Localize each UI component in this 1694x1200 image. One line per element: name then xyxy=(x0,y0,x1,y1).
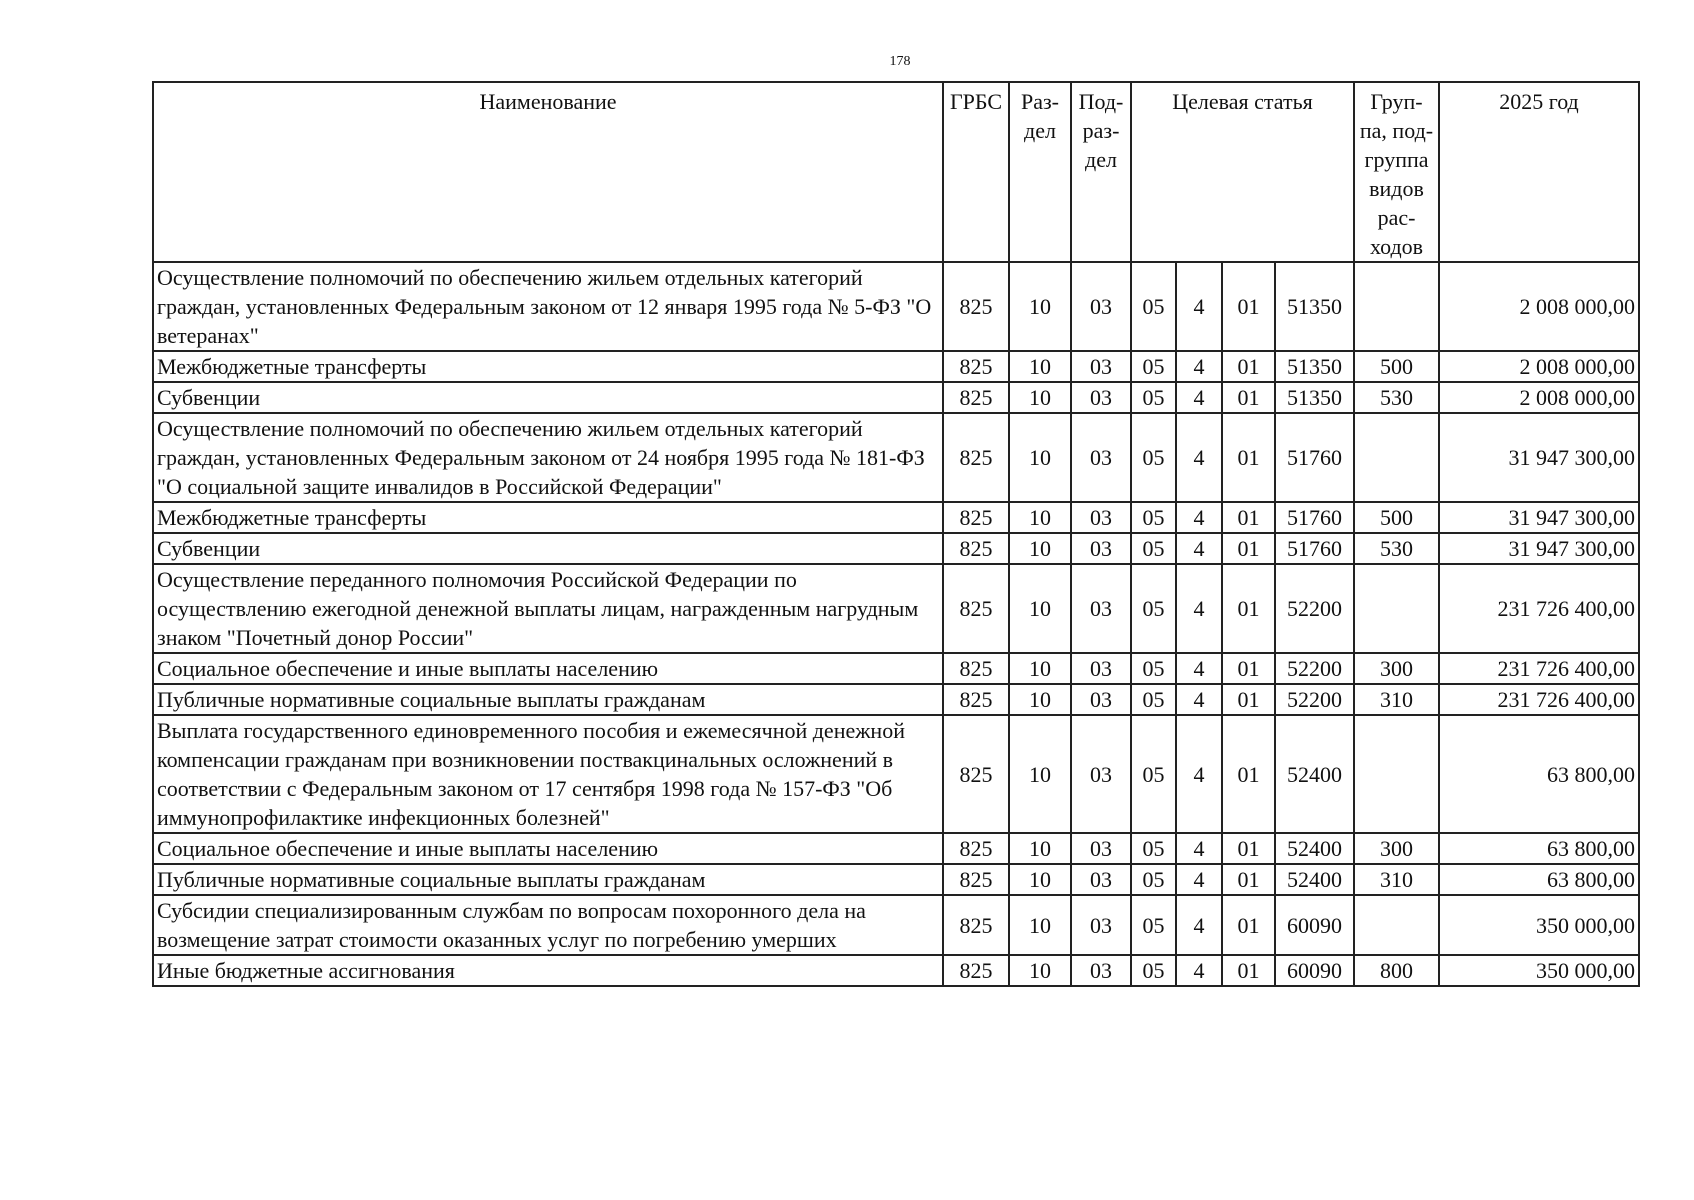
table-cell-podrazdel: 03 xyxy=(1071,715,1131,833)
table-cell-target-program: 05 xyxy=(1131,833,1176,864)
table-cell-target-subprogram: 01 xyxy=(1222,413,1275,502)
page-number: 178 xyxy=(889,54,911,69)
table-cell-amount: 2 008 000,00 xyxy=(1439,382,1639,413)
table-cell-podrazdel: 03 xyxy=(1071,955,1131,986)
table-cell-name: Публичные нормативные социальные выплаты гражданам xyxy=(153,864,943,895)
table-cell-expense-group: 310 xyxy=(1354,864,1439,895)
table-cell-target-type: 4 xyxy=(1176,533,1222,564)
table-cell-podrazdel: 03 xyxy=(1071,864,1131,895)
header-razdel: Раз- дел xyxy=(1009,82,1071,262)
table-row xyxy=(153,564,1639,653)
table-cell-razdel: 10 xyxy=(1009,564,1071,653)
table-cell-amount: 31 947 300,00 xyxy=(1439,413,1639,502)
table-cell-expense-group xyxy=(1354,413,1439,502)
table-cell-target-direction: 60090 xyxy=(1275,895,1354,955)
header-row xyxy=(153,82,1639,262)
header-name: Наименование xyxy=(153,82,943,262)
table-cell-amount: 31 947 300,00 xyxy=(1439,502,1639,533)
table-cell-name: Социальное обеспечение и иные выплаты населению xyxy=(153,653,943,684)
table-cell-grbs: 825 xyxy=(943,653,1009,684)
table-cell-razdel: 10 xyxy=(1009,684,1071,715)
table-cell-target-program: 05 xyxy=(1131,955,1176,986)
table-cell-target-type: 4 xyxy=(1176,382,1222,413)
table-row xyxy=(153,413,1639,502)
table-cell-name: Межбюджетные трансферты xyxy=(153,502,943,533)
table-cell-expense-group xyxy=(1354,895,1439,955)
table-cell-target-direction: 60090 xyxy=(1275,955,1354,986)
table-cell-target-subprogram: 01 xyxy=(1222,684,1275,715)
table-cell-target-subprogram: 01 xyxy=(1222,564,1275,653)
table-cell-grbs: 825 xyxy=(943,955,1009,986)
table-cell-target-direction: 51350 xyxy=(1275,351,1354,382)
table-cell-target-program: 05 xyxy=(1131,653,1176,684)
table-cell-razdel: 10 xyxy=(1009,533,1071,564)
table-cell-target-subprogram: 01 xyxy=(1222,502,1275,533)
header-expense-group: Груп- па, под- группа видов рас- ходов xyxy=(1354,82,1439,262)
table-cell-razdel: 10 xyxy=(1009,262,1071,351)
table-cell-podrazdel: 03 xyxy=(1071,502,1131,533)
table-cell-podrazdel: 03 xyxy=(1071,351,1131,382)
table-cell-grbs: 825 xyxy=(943,502,1009,533)
table-cell-expense-group: 310 xyxy=(1354,684,1439,715)
table-cell-target-program: 05 xyxy=(1131,715,1176,833)
table-row xyxy=(153,502,1639,533)
table-cell-expense-group: 300 xyxy=(1354,653,1439,684)
table-cell-podrazdel: 03 xyxy=(1071,262,1131,351)
table-cell-target-type: 4 xyxy=(1176,413,1222,502)
table-cell-grbs: 825 xyxy=(943,684,1009,715)
table-cell-name: Социальное обеспечение и иные выплаты населению xyxy=(153,833,943,864)
table-cell-target-program: 05 xyxy=(1131,564,1176,653)
table-cell-grbs: 825 xyxy=(943,413,1009,502)
table-cell-name: Субсидии специализированным службам по вопросам похоронного дела на возмещение затрат стоимости оказанных услуг по погребению умерших xyxy=(153,895,943,955)
table-cell-razdel: 10 xyxy=(1009,351,1071,382)
header-podrazdel: Под- раз- дел xyxy=(1071,82,1131,262)
table-cell-podrazdel: 03 xyxy=(1071,653,1131,684)
table-cell-razdel: 10 xyxy=(1009,382,1071,413)
table-cell-target-subprogram: 01 xyxy=(1222,351,1275,382)
table-row xyxy=(153,955,1639,986)
table-cell-target-direction: 52200 xyxy=(1275,564,1354,653)
table-cell-podrazdel: 03 xyxy=(1071,684,1131,715)
table-cell-grbs: 825 xyxy=(943,564,1009,653)
table-cell-razdel: 10 xyxy=(1009,895,1071,955)
table-cell-name: Осуществление полномочий по обеспечению жильем отдельных категорий граждан, установленных Федеральным законом от 12 января 1995 года № 5-ФЗ "О ветеранах" xyxy=(153,262,943,351)
table-cell-name: Публичные нормативные социальные выплаты гражданам xyxy=(153,684,943,715)
table-cell-target-subprogram: 01 xyxy=(1222,533,1275,564)
table-cell-name: Субвенции xyxy=(153,533,943,564)
table-cell-target-subprogram: 01 xyxy=(1222,653,1275,684)
table-row xyxy=(153,382,1639,413)
header-year: 2025 год xyxy=(1439,82,1639,262)
table-row xyxy=(153,864,1639,895)
table-row xyxy=(153,351,1639,382)
table-row xyxy=(153,653,1639,684)
table-cell-target-type: 4 xyxy=(1176,502,1222,533)
table-cell-target-program: 05 xyxy=(1131,864,1176,895)
table-cell-target-program: 05 xyxy=(1131,533,1176,564)
table-cell-grbs: 825 xyxy=(943,715,1009,833)
table-cell-name: Межбюджетные трансферты xyxy=(153,351,943,382)
table-cell-target-direction: 52400 xyxy=(1275,833,1354,864)
table-cell-expense-group: 530 xyxy=(1354,382,1439,413)
table-cell-name: Осуществление полномочий по обеспечению жильем отдельных категорий граждан, установленных Федеральным законом от 24 ноября 1995 года № 181-ФЗ "О социальной защите инвалидов в Российской Федерации" xyxy=(153,413,943,502)
table-cell-target-subprogram: 01 xyxy=(1222,833,1275,864)
table-cell-target-direction: 51350 xyxy=(1275,262,1354,351)
table-row xyxy=(153,895,1639,955)
table-cell-amount: 63 800,00 xyxy=(1439,833,1639,864)
table-cell-amount: 2 008 000,00 xyxy=(1439,351,1639,382)
table-cell-name: Выплата государственного единовременного пособия и ежемесячной денежной компенсации гражданам при возникновении поствакцинальных осложнений в соответствии с Федеральным законом от 17 сентября 1998 года № 157-ФЗ "Об иммунопрофилактике инфекционных болезней" xyxy=(153,715,943,833)
table-cell-grbs: 825 xyxy=(943,351,1009,382)
table-cell-amount: 63 800,00 xyxy=(1439,864,1639,895)
table-row xyxy=(153,715,1639,833)
table-cell-amount: 63 800,00 xyxy=(1439,715,1639,833)
table-cell-amount: 350 000,00 xyxy=(1439,895,1639,955)
table-cell-target-direction: 51760 xyxy=(1275,413,1354,502)
table-cell-target-type: 4 xyxy=(1176,955,1222,986)
table-cell-target-program: 05 xyxy=(1131,262,1176,351)
table-cell-name: Иные бюджетные ассигнования xyxy=(153,955,943,986)
table-row xyxy=(153,833,1639,864)
table-cell-target-type: 4 xyxy=(1176,715,1222,833)
table-cell-target-direction: 52400 xyxy=(1275,864,1354,895)
table-cell-podrazdel: 03 xyxy=(1071,564,1131,653)
table-cell-expense-group: 800 xyxy=(1354,955,1439,986)
header-target-article: Целевая статья xyxy=(1131,82,1354,262)
table-cell-razdel: 10 xyxy=(1009,715,1071,833)
table-cell-target-subprogram: 01 xyxy=(1222,895,1275,955)
table-cell-target-subprogram: 01 xyxy=(1222,262,1275,351)
table-cell-razdel: 10 xyxy=(1009,502,1071,533)
table-cell-target-type: 4 xyxy=(1176,833,1222,864)
table-cell-razdel: 10 xyxy=(1009,413,1071,502)
table-cell-target-program: 05 xyxy=(1131,684,1176,715)
table-cell-grbs: 825 xyxy=(943,833,1009,864)
table-cell-target-direction: 52200 xyxy=(1275,684,1354,715)
table-cell-target-type: 4 xyxy=(1176,684,1222,715)
header-grbs: ГРБС xyxy=(943,82,1009,262)
table-cell-target-direction: 51760 xyxy=(1275,533,1354,564)
table-row xyxy=(153,684,1639,715)
table-row xyxy=(153,262,1639,351)
table-cell-grbs: 825 xyxy=(943,262,1009,351)
table-cell-target-direction: 51760 xyxy=(1275,502,1354,533)
table-cell-podrazdel: 03 xyxy=(1071,533,1131,564)
table-cell-expense-group xyxy=(1354,715,1439,833)
table-cell-target-program: 05 xyxy=(1131,351,1176,382)
table-cell-target-type: 4 xyxy=(1176,653,1222,684)
table-cell-grbs: 825 xyxy=(943,895,1009,955)
table-cell-razdel: 10 xyxy=(1009,653,1071,684)
table-cell-grbs: 825 xyxy=(943,864,1009,895)
table-cell-grbs: 825 xyxy=(943,533,1009,564)
table-cell-amount: 231 726 400,00 xyxy=(1439,564,1639,653)
table-cell-expense-group xyxy=(1354,564,1439,653)
table-cell-amount: 231 726 400,00 xyxy=(1439,684,1639,715)
table-cell-target-direction: 52400 xyxy=(1275,715,1354,833)
table-cell-expense-group: 500 xyxy=(1354,351,1439,382)
table-cell-amount: 2 008 000,00 xyxy=(1439,262,1639,351)
table-cell-podrazdel: 03 xyxy=(1071,382,1131,413)
table-cell-target-subprogram: 01 xyxy=(1222,382,1275,413)
table-cell-podrazdel: 03 xyxy=(1071,833,1131,864)
table-cell-target-type: 4 xyxy=(1176,262,1222,351)
table-row xyxy=(153,533,1639,564)
table-cell-target-program: 05 xyxy=(1131,382,1176,413)
table-cell-razdel: 10 xyxy=(1009,833,1071,864)
table-cell-grbs: 825 xyxy=(943,382,1009,413)
table-cell-target-direction: 51350 xyxy=(1275,382,1354,413)
table-cell-target-direction: 52200 xyxy=(1275,653,1354,684)
table-cell-target-type: 4 xyxy=(1176,564,1222,653)
table-cell-expense-group: 530 xyxy=(1354,533,1439,564)
table-cell-target-program: 05 xyxy=(1131,895,1176,955)
table-cell-razdel: 10 xyxy=(1009,864,1071,895)
table-cell-target-program: 05 xyxy=(1131,502,1176,533)
budget-table xyxy=(152,81,1640,987)
table-cell-expense-group: 500 xyxy=(1354,502,1439,533)
table-cell-amount: 231 726 400,00 xyxy=(1439,653,1639,684)
table-cell-target-type: 4 xyxy=(1176,864,1222,895)
table-cell-target-type: 4 xyxy=(1176,351,1222,382)
table-cell-podrazdel: 03 xyxy=(1071,413,1131,502)
table-cell-target-subprogram: 01 xyxy=(1222,715,1275,833)
table-cell-amount: 31 947 300,00 xyxy=(1439,533,1639,564)
table-cell-amount: 350 000,00 xyxy=(1439,955,1639,986)
table-cell-target-type: 4 xyxy=(1176,895,1222,955)
table-cell-target-subprogram: 01 xyxy=(1222,955,1275,986)
table-cell-razdel: 10 xyxy=(1009,955,1071,986)
table-cell-podrazdel: 03 xyxy=(1071,895,1131,955)
table-cell-name: Осуществление переданного полномочия Российской Федерации по осуществлению ежегодной денежной выплаты лицам, награжденным нагрудным знаком "Почетный донор России" xyxy=(153,564,943,653)
table-cell-target-subprogram: 01 xyxy=(1222,864,1275,895)
table-cell-expense-group: 300 xyxy=(1354,833,1439,864)
table-cell-expense-group xyxy=(1354,262,1439,351)
table-cell-target-program: 05 xyxy=(1131,413,1176,502)
table-cell-name: Субвенции xyxy=(153,382,943,413)
